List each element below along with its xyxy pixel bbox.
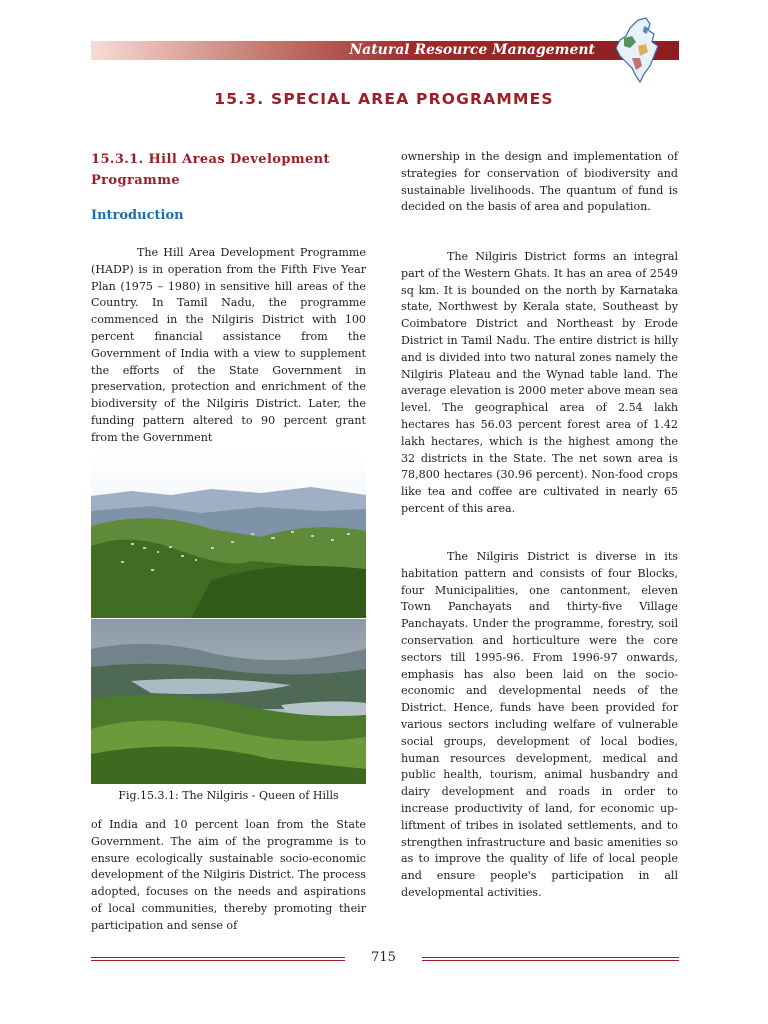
introduction-heading: Introduction xyxy=(91,208,184,223)
footer-rule-right xyxy=(422,957,679,961)
footer-rule-left xyxy=(91,957,345,961)
right-paragraph-2: The Nilgiris District forms an integral part of the Western Ghats. It has an area of 2549 sq km. It is bounded on the north by Karnataka state, Northwest by Kerala state, Southeast by Coimbatore District and Northeast by Erode District in Tamil Nadu. The entire district is hilly and is divided into two natural zones namely the Nilgiris Plateau and the Wynad table land. The average elevation is 2000 meter above mean sea level. The geographical area of 2.54 lakh hectares has 56.03 percent forest area of 1.42 lakh hectares, which is the highest among the 32 districts in the State. The net sown area is 78,800 hectares (30.96 percent). Non-food crops like tea and coffee are cultivated in nearly 65 percent of this area. xyxy=(401,250,678,515)
subsection-title-line2: Programme xyxy=(91,173,181,188)
page-number: 715 xyxy=(371,950,396,965)
header-banner xyxy=(91,41,679,60)
right-paragraph-1: ownership in the design and implementation of strategies for conservation of biodiversity and sustainable livelihoods. The quantum of fund is decided on the basis of area and population. xyxy=(401,150,678,214)
nilgiris-photo-bottom xyxy=(91,619,366,784)
landscape-image xyxy=(91,451,366,618)
figure-caption: Fig.15.3.1: The Nilgiris - Queen of Hills xyxy=(118,789,339,802)
section-title: 15.3. SPECIAL AREA PROGRAMMES xyxy=(214,90,554,108)
left-column xyxy=(91,149,366,444)
subsection-title xyxy=(91,149,366,191)
right-paragraph-3: The Nilgiris District is diverse in its habitation pattern and consists of four Blocks, four Municipalities, one cantonment, eleven Town Panchayats and thirty-five Village Panchayats. Under the programme, forestry, soil conservation and horticulture were the core sectors till 1995-96. From 1996-97 onwards, emphasis has also been laid on the socio-economic and developmental needs of the District. Hence, funds have been provided for various sectors including welfare of vulnerable social groups, development of local bodies, human resources development, medical and public health, tourism, animal husbandry and dairy development and roads in order to increase productivity of land, for economic up-liftment of tribes in isolated settlements, and to strengthen infrastructure and basic amenities so as to improve the quality of life of local people and ensure people's participation in all developmental activities. xyxy=(401,550,678,899)
tamil-nadu-map-icon xyxy=(610,16,666,86)
landscape-lake-image xyxy=(91,619,366,784)
intro-paragraph: The Hill Area Development Programme (HADP) is in operation from the Fifth Five Year Plan (1975 – 1980) in sensitive hill areas of the Country. In Tamil Nadu, the programme commenced in the Nilgiris District with 100 percent financial assistance from the Government of India with a view to supplement the efforts of the State Government in preservation, protection and enrichment of the biodiversity of the Nilgiris District. Later, the funding pattern altered to 90 percent grant from the Government xyxy=(91,246,366,444)
nilgiris-photo-top xyxy=(91,451,366,618)
continued-paragraph: of India and 10 percent loan from the State Government. The aim of the programme is to ensure ecologically sustainable socio-economic development of the Nilgiris District. The process adopted, focuses on the needs and aspirations of local communities, thereby promoting their participation and sense of xyxy=(91,818,366,932)
subsection-title-line1: 15.3.1. Hill Areas Development xyxy=(91,152,330,167)
header-title: Natural Resource Management xyxy=(349,42,595,58)
